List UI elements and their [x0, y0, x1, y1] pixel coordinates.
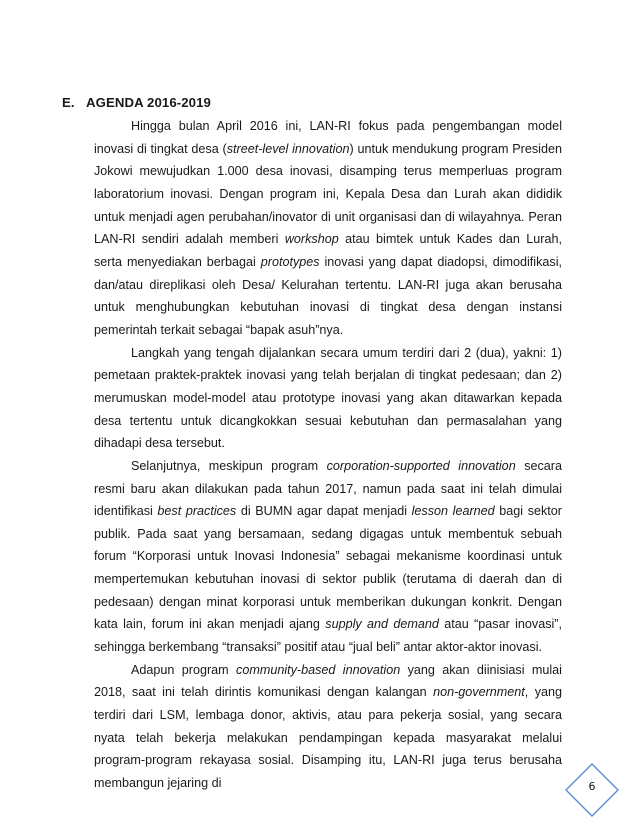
paragraph-2: [94, 342, 562, 455]
italic-term: community-based innovation: [236, 662, 401, 677]
italic-term: lesson learned: [411, 504, 495, 519]
italic-term: corporation-supported innovation: [326, 458, 516, 473]
italic-term: non-government: [433, 685, 525, 700]
section-letter: E.: [62, 95, 75, 110]
text-run: , yang terdiri dari LSM, lembaga donor, aktivis, atau para pekerja sosial, yang secara nyata telah bekerja melakukan pendampingan kepada masyarakat melalui program-program rekayasa sosial. Disamping itu, LAN-RI juga terus berusaha membangun jejaring di: [94, 685, 563, 791]
text-run: Langkah yang tengah dijalankan secara umum terdiri dari 2 (dua), yakni: 1) pemetaan praktek-praktek inovasi yang telah berjalan di tingkat pedesaan; dan 2) merumuskan model-model atau prototype inovasi yang akan ditawarkan kepada desa tertentu untuk dicangkokkan sesuai kebutuhan dan permasalahan yang dihadapi desa tersebut.: [94, 345, 562, 451]
text-run: Selanjutnya, meskipun program: [131, 458, 327, 473]
section-heading: [62, 95, 211, 110]
page-number-marker: [564, 762, 620, 818]
paragraph-1: [94, 115, 562, 342]
page-number: 6: [588, 780, 596, 793]
italic-term: prototypes: [260, 254, 320, 269]
italic-term: workshop: [284, 232, 339, 247]
section-title: AGENDA 2016-2019: [86, 95, 211, 110]
text-run: secara resmi baru akan dilakukan pada tahun 2017, namun pada saat ini telah dimulai identifikasi: [94, 458, 562, 519]
text-run: Hingga bulan April 2016 ini, LAN-RI fokus pada pengembangan model inovasi di tingkat desa (: [94, 119, 562, 156]
text-run: ) untuk mendukung program Presiden Jokowi mewujudkan 1.000 desa inovasi, disamping terus memperluas program laboratorium inovasi. Dengan program ini, Kepala Desa dan Lurah akan dididik untuk menjadi agen perubahan/inovator di unit organisasi dan di wilayahnya. Peran LAN-RI sendiri adalah memberi: [94, 141, 562, 247]
paragraph-4: [94, 659, 562, 795]
text-run: atau “pasar inovasi”, sehingga berkembang “transaksi” positif atau “jual beli” antar aktor-aktor inovasi.: [94, 617, 562, 655]
text-run: atau bimtek untuk Kades dan Lurah, serta menyediakan berbagai: [94, 232, 562, 269]
paragraph-3: [94, 455, 562, 659]
text-run: di BUMN agar dapat menjadi: [236, 504, 412, 519]
italic-term: street-level innovation: [226, 141, 350, 156]
text-run: yang akan diinisiasi mulai 2018, saat ini telah dirintis komunikasi dengan kalangan: [94, 662, 562, 700]
text-run: Adapun program: [131, 662, 237, 677]
text-run: bagi sektor publik. Pada saat yang bersamaan, sedang digagas untuk membentuk sebuah forum “Korporasi untuk Inovasi Indonesia” sebagai mekanisme koordinasi untuk mempertemukan kebutuhan inovasi di sektor publik (terutama di daerah dan di pedesaan) dengan minat korporasi untuk memberikan dukungan konkrit. Dengan kata lain, forum ini akan menjadi ajang: [94, 504, 562, 632]
text-run: inovasi yang dapat diadopsi, dimodifikasi, dan/atau direplikasi oleh Desa/ Kelurahan tertentu. LAN-RI juga akan berusaha untuk menghubungkan kebutuhan inovasi di tingkat desa dengan instansi pemerintah terkait sebagai “bapak asuh”nya.: [94, 254, 562, 337]
italic-term: best practices: [157, 504, 237, 519]
body-text: [94, 115, 562, 795]
italic-term: supply and demand: [325, 617, 439, 632]
